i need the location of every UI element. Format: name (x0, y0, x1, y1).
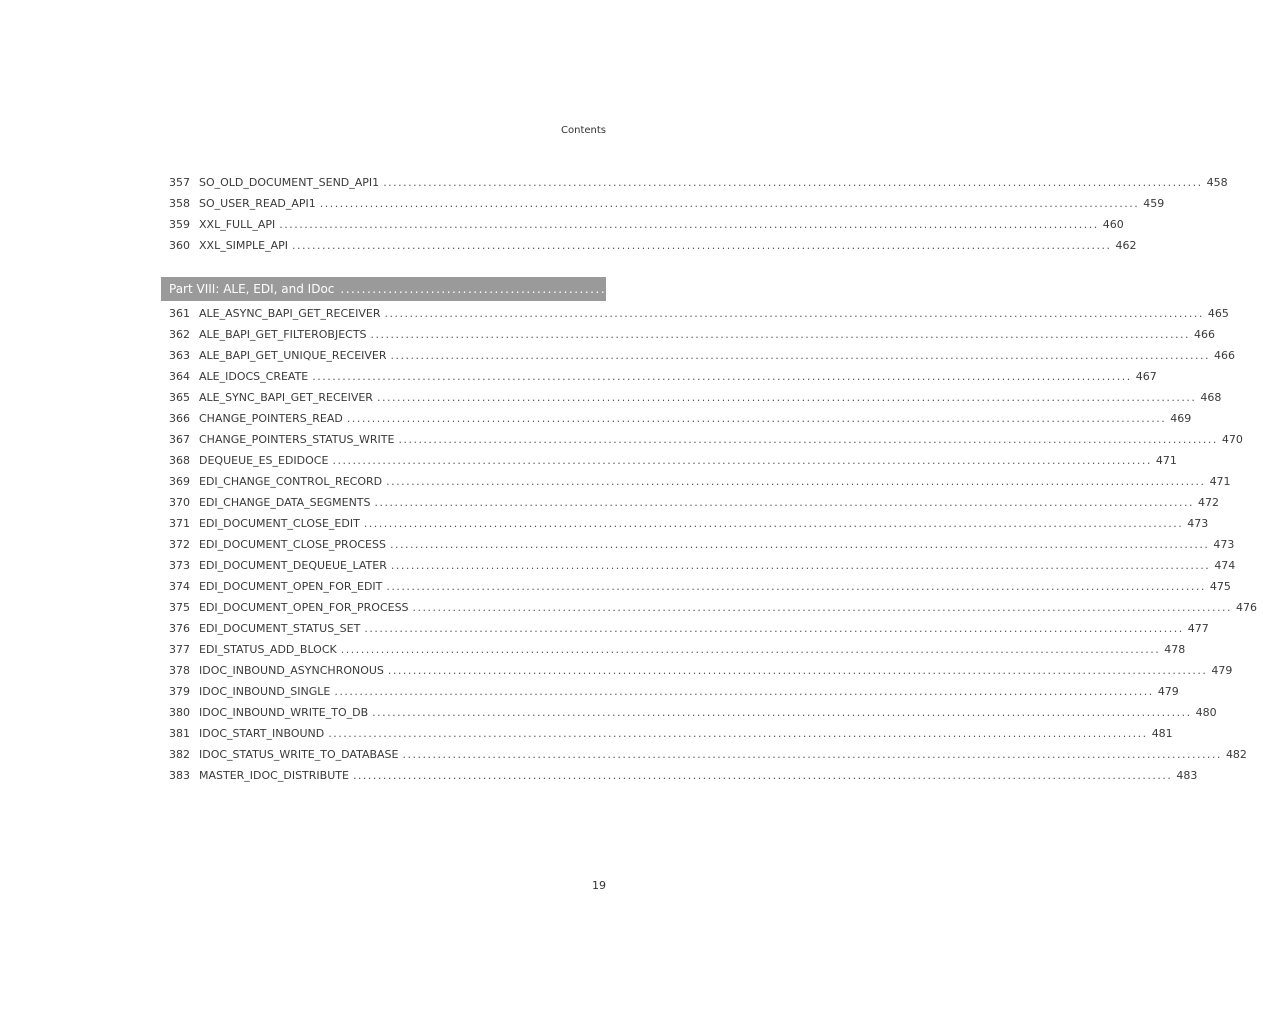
toc-entry[interactable] (169, 576, 1231, 597)
entry-number: 359 (169, 218, 190, 231)
entry-page: 473 (1187, 517, 1209, 530)
entry-number: 371 (169, 517, 190, 530)
entry-page: 471 (1209, 475, 1231, 488)
entry-page: 458 (1206, 176, 1228, 189)
toc-entry[interactable] (169, 345, 1235, 366)
toc-entry[interactable] (169, 193, 1165, 214)
toc-entry[interactable] (169, 534, 1235, 555)
dot-leader: .................................................................................................................................................................... (402, 748, 1222, 761)
dot-leader: .................................................................................................................................................................... (364, 622, 1184, 635)
entry-number: 381 (169, 727, 190, 740)
toc-entry[interactable] (169, 303, 1229, 324)
entry-number: 367 (169, 433, 190, 446)
entry-title: EDI_DOCUMENT_STATUS_SET (199, 622, 361, 635)
entry-page: 470 (1221, 433, 1243, 446)
entry-title: SO_USER_READ_API1 (199, 197, 316, 210)
entry-page: 482 (1225, 748, 1247, 761)
entry-title: IDOC_START_INBOUND (199, 727, 325, 740)
entry-page: 483 (1176, 769, 1198, 782)
entry-number: 362 (169, 328, 190, 341)
dot-leader: .................................................................................................................................................................... (387, 664, 1208, 677)
dot-leader: .................................................................................................................................................................... (319, 197, 1140, 210)
dot-leader: .................................................................................................................................................................... (340, 643, 1161, 656)
entry-title: EDI_STATUS_ADD_BLOCK (199, 643, 337, 656)
toc-entry[interactable] (169, 324, 1215, 345)
entry-title: ALE_SYNC_BAPI_GET_RECEIVER (199, 391, 373, 404)
entry-title: EDI_CHANGE_DATA_SEGMENTS (199, 496, 371, 509)
entry-page: 474 (1214, 559, 1236, 572)
entry-page: 479 (1157, 685, 1179, 698)
toc-entry[interactable] (169, 172, 1228, 193)
entry-title: CHANGE_POINTERS_STATUS_WRITE (199, 433, 395, 446)
toc-entry[interactable] (169, 235, 1137, 256)
entry-page: 475 (1209, 580, 1231, 593)
entry-page: 459 (1143, 197, 1165, 210)
entry-number: 368 (169, 454, 190, 467)
entry-title: EDI_DOCUMENT_CLOSE_EDIT (199, 517, 360, 530)
entry-title: DEQUEUE_ES_EDIDOCE (199, 454, 329, 467)
entry-number: 369 (169, 475, 190, 488)
toc-entry[interactable] (169, 681, 1179, 702)
toc-entry[interactable] (169, 513, 1209, 534)
entry-page: 469 (1170, 412, 1192, 425)
toc-entry[interactable] (169, 723, 1173, 744)
entry-title: EDI_CHANGE_CONTROL_RECORD (199, 475, 383, 488)
toc-entry[interactable] (169, 429, 1243, 450)
part-title: Part VIII: ALE, EDI, and IDoc (169, 282, 335, 296)
dot-leader: .................................................................................................................................................................... (398, 433, 1218, 446)
toc-entry[interactable] (169, 450, 1177, 471)
dot-leader: .................................................................................................................................................................... (332, 454, 1152, 467)
dot-leader: .................................................................................................................................................................... (384, 307, 1204, 320)
entry-number: 383 (169, 769, 190, 782)
dot-leader: .................................................................................................................................................................... (374, 496, 1194, 509)
entry-page: 466 (1213, 349, 1235, 362)
dot-leader: .................................................................................................................................................................... (328, 727, 1148, 740)
dot-leader: .................................................................................................................................................................... (334, 685, 1154, 698)
toc-entry[interactable] (169, 765, 1198, 786)
toc-entry[interactable] (169, 660, 1233, 681)
dot-leader: .................................................................................................................................................................... (312, 370, 1132, 383)
toc-entry[interactable] (169, 408, 1192, 429)
dot-leader: .................................................................................................................................................................... (279, 218, 1099, 231)
toc-entry[interactable] (169, 702, 1217, 723)
entry-number: 382 (169, 748, 190, 761)
entry-page: 471 (1155, 454, 1177, 467)
entry-title: IDOC_STATUS_WRITE_TO_DATABASE (199, 748, 399, 761)
entry-title: ALE_ASYNC_BAPI_GET_RECEIVER (199, 307, 381, 320)
entry-number: 364 (169, 370, 190, 383)
entry-number: 357 (169, 176, 190, 189)
entry-title: IDOC_INBOUND_SINGLE (199, 685, 331, 698)
entry-page: 467 (1135, 370, 1157, 383)
entry-number: 358 (169, 197, 190, 210)
entry-number: 374 (169, 580, 190, 593)
dot-leader: .................................................................................................................................................................... (346, 412, 1167, 425)
entry-page: 466 (1193, 328, 1215, 341)
entry-number: 375 (169, 601, 190, 614)
entry-number: 365 (169, 391, 190, 404)
dot-leader: .................................................................................................................................................................... (370, 328, 1190, 341)
entry-number: 372 (169, 538, 190, 551)
entry-title: SO_OLD_DOCUMENT_SEND_API1 (199, 176, 380, 189)
dot-leader: .................................................................................................................................................................... (352, 769, 1173, 782)
entry-number: 379 (169, 685, 190, 698)
toc-entry[interactable] (169, 639, 1186, 660)
toc-entry[interactable] (169, 597, 1257, 618)
entry-title: XXL_FULL_API (199, 218, 276, 231)
toc-group-b (169, 303, 1257, 786)
toc-entry[interactable] (169, 744, 1247, 765)
dot-leader: .................................................................................................................................................................... (292, 239, 1112, 252)
entry-title: EDI_DOCUMENT_OPEN_FOR_EDIT (199, 580, 383, 593)
part-page: 463 (1213, 282, 1237, 296)
dot-leader: .................................................................................................................................................................... (372, 706, 1192, 719)
entry-number: 373 (169, 559, 190, 572)
dot-leader: .................................................................................................................................................................... (340, 282, 1212, 296)
entry-page: 460 (1102, 218, 1124, 231)
dot-leader: .................................................................................................................................................................... (412, 601, 1232, 614)
dot-leader: .................................................................................................................................................................... (386, 475, 1206, 488)
toc-entry[interactable] (169, 366, 1157, 387)
running-head: Contents (561, 125, 606, 136)
entry-number: 380 (169, 706, 190, 719)
entry-number: 361 (169, 307, 190, 320)
toc-entry[interactable] (169, 492, 1219, 513)
toc-entry[interactable] (169, 214, 1124, 235)
entry-title: EDI_DOCUMENT_CLOSE_PROCESS (199, 538, 386, 551)
entry-number: 376 (169, 622, 190, 635)
entry-title: MASTER_IDOC_DISTRIBUTE (199, 769, 349, 782)
entry-number: 377 (169, 643, 190, 656)
entry-title: EDI_DOCUMENT_DEQUEUE_LATER (199, 559, 387, 572)
entry-title: ALE_BAPI_GET_UNIQUE_RECEIVER (199, 349, 387, 362)
entry-number: 370 (169, 496, 190, 509)
dot-leader: .................................................................................................................................................................... (383, 176, 1203, 189)
entry-number: 360 (169, 239, 190, 252)
toc-entry[interactable] (169, 471, 1231, 492)
toc-entry[interactable] (169, 555, 1236, 576)
toc-group-a (169, 172, 1228, 256)
entry-page: 481 (1151, 727, 1173, 740)
entry-number: 378 (169, 664, 190, 677)
toc-entry[interactable] (169, 387, 1222, 408)
entry-page: 478 (1164, 643, 1186, 656)
part-heading[interactable] (161, 277, 1237, 301)
entry-title: XXL_SIMPLE_API (199, 239, 289, 252)
entry-page: 468 (1200, 391, 1222, 404)
entry-number: 363 (169, 349, 190, 362)
entry-page: 473 (1213, 538, 1235, 551)
dot-leader: .................................................................................................................................................................... (386, 580, 1206, 593)
dot-leader: .................................................................................................................................................................... (363, 517, 1184, 530)
page-number: 19 (592, 879, 606, 892)
entry-title: ALE_IDOCS_CREATE (199, 370, 309, 383)
dot-leader: .................................................................................................................................................................... (376, 391, 1197, 404)
entry-page: 472 (1197, 496, 1219, 509)
toc-entry[interactable] (169, 618, 1209, 639)
entry-page: 477 (1187, 622, 1209, 635)
entry-title: IDOC_INBOUND_WRITE_TO_DB (199, 706, 369, 719)
entry-title: EDI_DOCUMENT_OPEN_FOR_PROCESS (199, 601, 409, 614)
dot-leader: .................................................................................................................................................................... (390, 559, 1211, 572)
entry-page: 465 (1207, 307, 1229, 320)
dot-leader: .................................................................................................................................................................... (390, 349, 1210, 362)
dot-leader: .................................................................................................................................................................... (389, 538, 1210, 551)
entry-title: CHANGE_POINTERS_READ (199, 412, 343, 425)
entry-number: 366 (169, 412, 190, 425)
entry-page: 480 (1195, 706, 1217, 719)
entry-title: ALE_BAPI_GET_FILTEROBJECTS (199, 328, 367, 341)
entry-page: 479 (1211, 664, 1233, 677)
entry-page: 462 (1115, 239, 1137, 252)
entry-title: IDOC_INBOUND_ASYNCHRONOUS (199, 664, 384, 677)
entry-page: 476 (1236, 601, 1257, 614)
